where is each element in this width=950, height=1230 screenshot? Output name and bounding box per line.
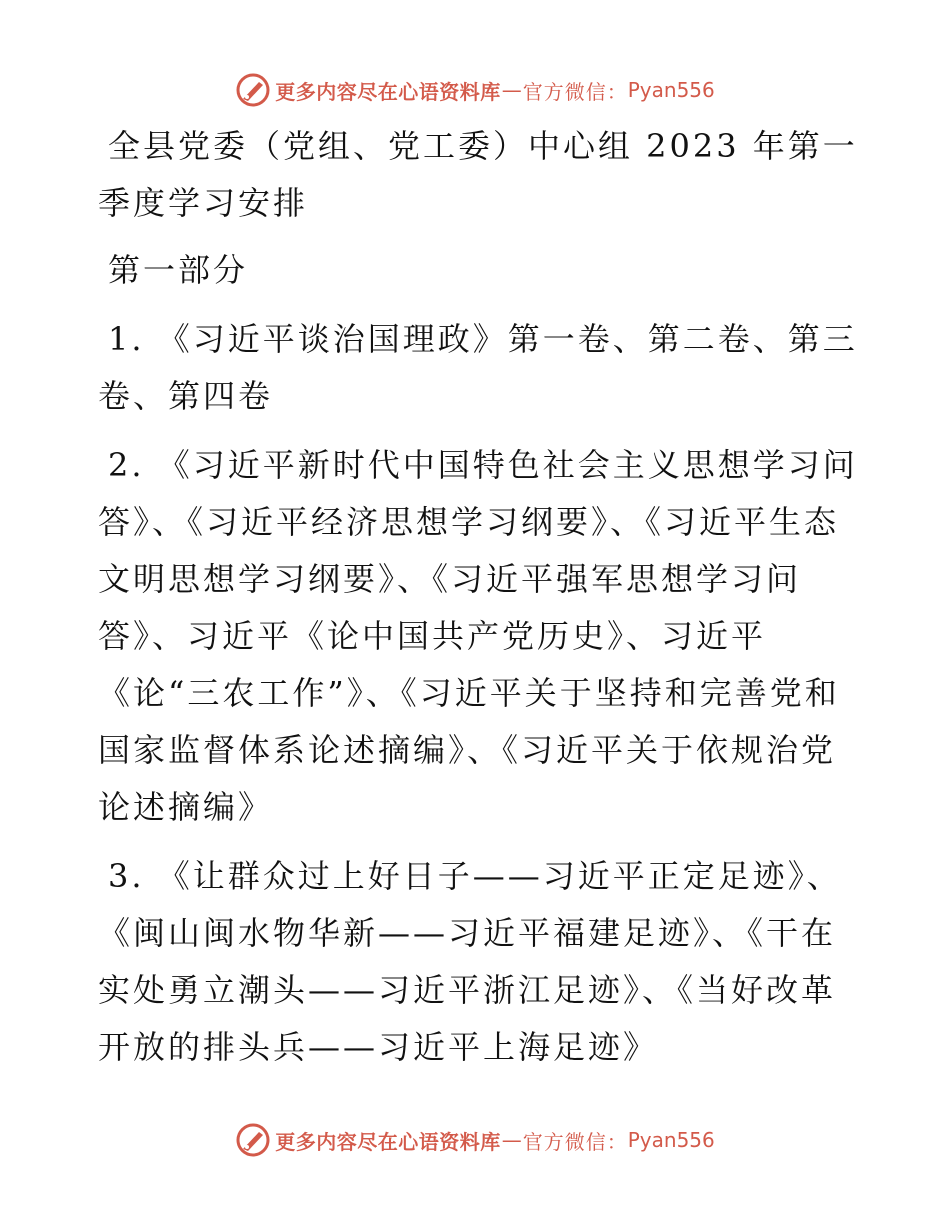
list-item: 3. 《让群众过上好日子——习近平正定足迹》、《闽山闽水物华新——习近平福建足迹》、《干在实处勇立潮头——习近平浙江足迹》、《当好改革开放的排头兵——习近平上海足迹》 <box>98 857 842 1066</box>
section-heading: 第一部分 <box>108 251 249 289</box>
pen-logo-icon <box>235 72 271 108</box>
document-title: 全县党委（党组、党工委）中心组 2023 年第一季度学习安排 <box>98 127 858 222</box>
watermark-dash: — <box>501 1128 522 1152</box>
watermark-channel-text: 官方微信： <box>522 79 628 104</box>
watermark-wechat-id: Pyan556 <box>627 78 715 102</box>
watermark-wechat-id: Pyan556 <box>627 1128 715 1152</box>
document-body <box>98 118 858 1088</box>
pen-logo-icon <box>235 1122 271 1158</box>
list-item: 2. 《习近平新时代中国特色社会主义思想学习问答》、《习近平经济思想学习纲要》、《习近平生态文明思想学习纲要》、《习近平强军思想学习问答》、习近平《论中国共产党历史》、习近平《论“三农工作”》、《习近平关于坚持和完善党和国家监督体系论述摘编》、《习近平关于依规治党论述摘编》 <box>98 446 858 826</box>
watermark-dash: — <box>501 78 522 102</box>
watermark-site-text: 更多内容尽在心语资料库 <box>275 1129 501 1154</box>
list-item: 1. 《习近平谈治国理政》第一卷、第二卷、第三卷、第四卷 <box>98 320 858 415</box>
watermark-site-text: 更多内容尽在心语资料库 <box>275 79 501 104</box>
watermark-header <box>0 70 950 110</box>
watermark-channel-text: 官方微信： <box>522 1129 628 1154</box>
watermark-footer <box>0 1120 950 1160</box>
